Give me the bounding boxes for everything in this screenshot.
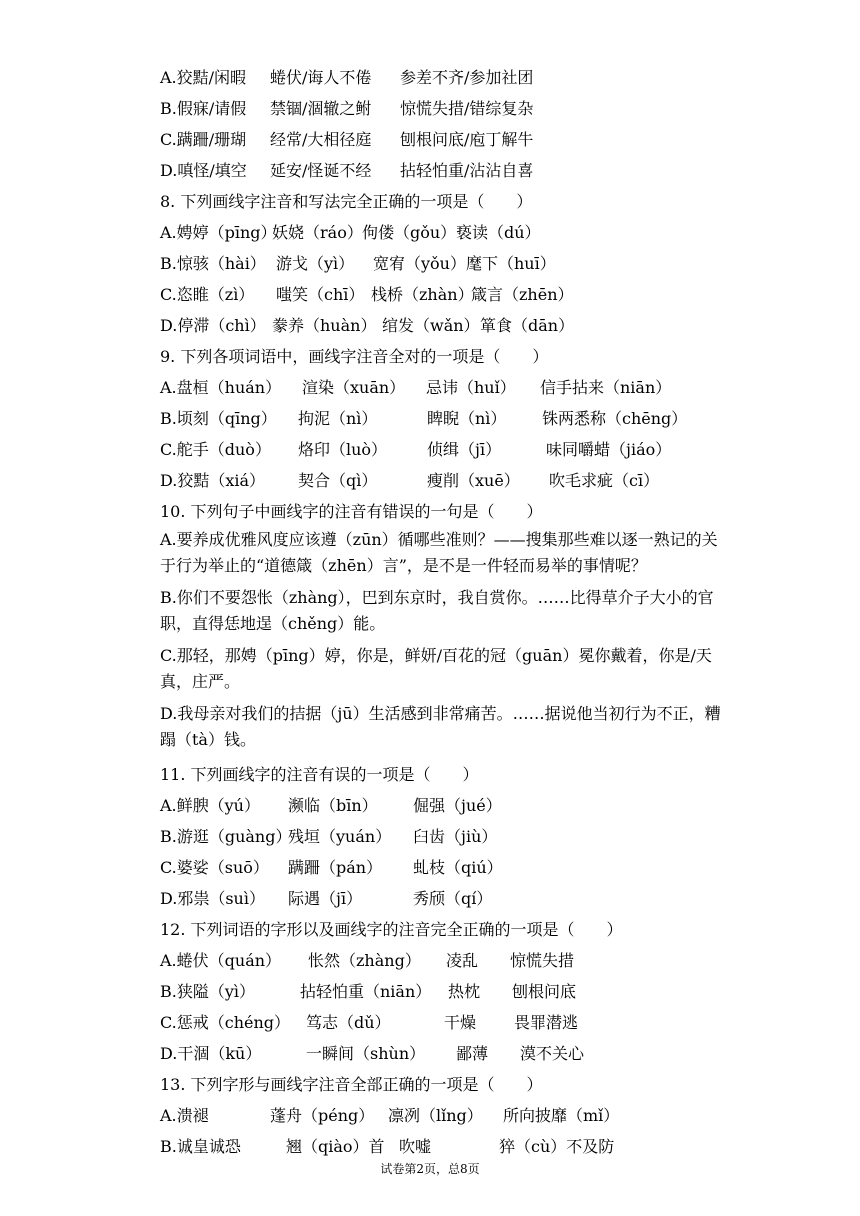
option-item: 睥睨（nì） <box>427 409 507 428</box>
option-item: 亵读（dú） <box>456 223 541 242</box>
question-stem <box>160 759 730 790</box>
question-option <box>160 279 730 310</box>
option-item: 铢两悉称（chēng） <box>542 409 688 428</box>
option-item: 际遇（jī） <box>288 889 363 908</box>
exam-page <box>160 62 730 1162</box>
option-item: 濒临（bīn） <box>288 796 378 815</box>
question-option <box>160 248 730 279</box>
option-item: 虬枝（qiú） <box>413 858 503 877</box>
question-option <box>160 883 730 914</box>
question-option-paragraph: C.那轻，那娉（pīng）婷，你是，鲜妍/百花的冠（guān）冕你戴着，你是/天真，庄严。 <box>160 646 712 691</box>
question-option <box>160 403 730 434</box>
option-item: 惊慌失措/错综复杂 <box>400 99 534 118</box>
option-item: 宽宥（yǒu） <box>373 254 466 273</box>
question-option <box>160 434 730 465</box>
question-option <box>160 976 730 1007</box>
question-stem <box>160 186 730 217</box>
option-item: B.假寐/请假 <box>160 99 247 118</box>
option-item: 9. 下列各项词语中，画线字注音全对的一项是（ ） <box>160 347 549 366</box>
option-item: 蓬舟（péng） <box>270 1106 375 1125</box>
option-item: 箴言（zhēn） <box>471 285 574 304</box>
question-option <box>160 93 730 124</box>
option-item: 拈轻怕重（niān） <box>300 982 432 1001</box>
option-item: D.干涸（kū） <box>160 1044 262 1063</box>
question-option <box>160 310 730 341</box>
option-item: 豢养（huàn） <box>272 316 377 335</box>
option-item: A.盘桓（huán） <box>160 378 282 397</box>
option-item: 拈轻怕重/沾沾自喜 <box>400 161 534 180</box>
option-item: 信手拈来（niān） <box>540 378 672 397</box>
option-item: 一瞬间（shùn） <box>306 1044 426 1063</box>
option-item: 麾下（huī） <box>466 254 556 273</box>
option-item: 味同嚼蜡（jiáo） <box>546 440 672 459</box>
option-item: C.蹒跚/珊瑚 <box>160 130 247 149</box>
option-item: D.邪祟（suì） <box>160 889 265 908</box>
option-item: B.狭隘（yì） <box>160 982 256 1001</box>
option-item: 吹毛求疵（cī） <box>549 471 660 490</box>
option-item: 惊慌失措 <box>510 951 575 970</box>
option-item: D.嗔怪/填空 <box>160 161 247 180</box>
option-item: 蜷伏/诲人不倦 <box>270 68 372 87</box>
option-item: A.鲜腴（yú） <box>160 796 260 815</box>
option-item: B.游逛（guàng） <box>160 827 292 846</box>
question-stem <box>160 341 730 372</box>
question-option <box>160 1038 730 1069</box>
option-item: 蹒跚（pán） <box>288 858 383 877</box>
option-item: C.婆娑（suō） <box>160 858 269 877</box>
option-item: 经常/大相径庭 <box>270 130 372 149</box>
option-item: 笃志（dǔ） <box>306 1013 391 1032</box>
option-item: 所向披靡（mǐ） <box>503 1106 620 1125</box>
question-stem <box>160 1069 730 1100</box>
option-item: 倔强（jué） <box>413 796 502 815</box>
option-item: 10. 下列句子中画线字的注音有错误的一句是（ ） <box>160 502 543 521</box>
option-item: 13. 下列字形与画线字注音全部正确的一项是（ ） <box>160 1075 543 1094</box>
option-item: 刨根问底/庖丁解牛 <box>400 130 534 149</box>
option-item: D.停滞（chì） <box>160 316 266 335</box>
option-item: 凌乱 <box>446 951 479 970</box>
option-item: 干燥 <box>444 1013 477 1032</box>
question-option <box>160 790 730 821</box>
option-item: 翘（qiào）首 <box>286 1137 385 1156</box>
option-item: B.顷刻（qīng） <box>160 409 277 428</box>
option-item: A.狡黠/闲暇 <box>160 68 247 87</box>
option-item: 12. 下列词语的字形以及画线字的注音完全正确的一项是（ ） <box>160 920 623 939</box>
option-item: 渲染（xuān） <box>302 378 406 397</box>
question-option <box>160 465 730 496</box>
option-item: C.恣睢（zì） <box>160 285 255 304</box>
question-option <box>160 945 730 976</box>
option-item: C.惩戒（chéng） <box>160 1013 291 1032</box>
question-option-paragraph: A.要养成优雅风度应该遵（zūn）循哪些准则？——搜集那些难以逐一熟记的关于行为举止的“道德箴（zhēn）言”，是不是一件轻而易举的事情呢？ <box>160 530 718 575</box>
question-option <box>160 1100 730 1131</box>
option-item: D.狡黠（xiá） <box>160 471 266 490</box>
option-item: 吹嘘 <box>399 1137 432 1156</box>
option-item: 参差不齐/参加社团 <box>400 68 534 87</box>
question-option <box>160 372 730 403</box>
question-option <box>160 1131 730 1162</box>
option-item: 游戈（yì） <box>276 254 355 273</box>
option-item: 绾发（wǎn） <box>382 316 480 335</box>
option-item: 侦缉（jī） <box>427 440 502 459</box>
option-item: 畏罪潜逃 <box>514 1013 579 1032</box>
question-stem <box>160 496 730 527</box>
option-item: 8. 下列画线字注音和写法完全正确的一项是（ ） <box>160 192 533 211</box>
option-item: C.舵手（duò） <box>160 440 271 459</box>
option-item: 拘泥（nì） <box>298 409 378 428</box>
question-stem <box>160 914 730 945</box>
question-option-paragraph: D.我母亲对我们的拮据（jū）生活感到非常痛苦。……据说他当初行为不正，糟蹋（tà）钱。 <box>160 704 721 749</box>
option-item: 热枕 <box>448 982 481 1001</box>
option-item: 佝偻（gǒu） <box>362 223 457 242</box>
option-item: 瘦削（xuē） <box>427 471 520 490</box>
option-item: 猝（cù）不及防 <box>499 1137 615 1156</box>
option-item: 残垣（yuán） <box>288 827 392 846</box>
option-item: A.蜷伏（quán） <box>160 951 282 970</box>
option-item: 烙印（luò） <box>298 440 388 459</box>
question-option <box>160 852 730 883</box>
option-item: 栈桥（zhàn） <box>371 285 474 304</box>
option-item: 怅然（zhàng） <box>308 951 421 970</box>
option-item: 契合（qì） <box>298 471 378 490</box>
option-item: 漠不关心 <box>520 1044 585 1063</box>
question-option-paragraph: B.你们不要怨怅（zhàng），巴到东京时，我自赏你。……比得草介子大小的官职，直得恁地逞（chěng）能。 <box>160 588 714 633</box>
option-item: B.惊骇（hài） <box>160 254 266 273</box>
question-option <box>160 62 730 93</box>
page-footer: 试卷第2页，总8页 <box>380 1162 480 1176</box>
option-item: 妖娆（ráo） <box>272 223 363 242</box>
option-item: B.诚皇诚恐 <box>160 1137 241 1156</box>
question-option <box>160 124 730 155</box>
option-item: 鄙薄 <box>456 1044 489 1063</box>
option-item: 秀颀（qí） <box>413 889 493 908</box>
option-item: A.娉婷（pīng） <box>160 223 277 242</box>
question-option <box>160 155 730 186</box>
option-item: 嗤笑（chī） <box>276 285 365 304</box>
option-item: 忌讳（huǐ） <box>426 378 516 397</box>
question-option <box>160 1007 730 1038</box>
option-item: A.溃褪 <box>160 1106 209 1125</box>
question-option <box>160 821 730 852</box>
option-item: 延安/怪诞不经 <box>270 161 372 180</box>
option-item: 刨根问底 <box>512 982 577 1001</box>
question-option <box>160 217 730 248</box>
option-item: 禁锢/涸辙之鲋 <box>270 99 372 118</box>
option-item: 11. 下列画线字的注音有误的一项是（ ） <box>160 765 479 784</box>
option-item: 凛冽（lǐng） <box>388 1106 483 1125</box>
option-item: 臼齿（jiù） <box>413 827 498 846</box>
option-item: 箪食（dān） <box>480 316 575 335</box>
